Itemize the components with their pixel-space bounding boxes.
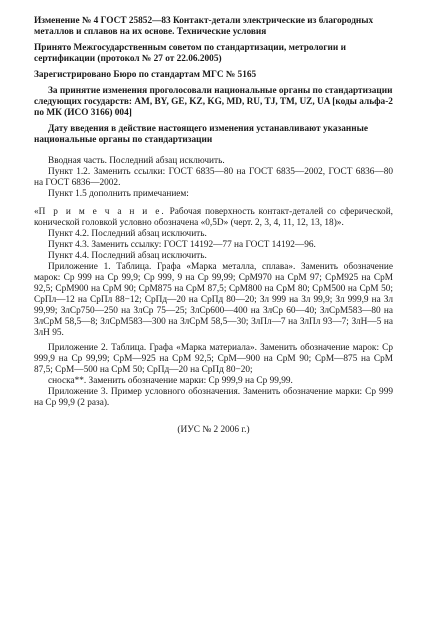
note-paragraph bbox=[34, 207, 393, 229]
note-open-quote: « bbox=[34, 207, 39, 217]
amendment-body bbox=[34, 156, 393, 409]
paragraph-1-5: Пункт 1.5 дополнить примечанием: bbox=[48, 189, 189, 199]
registration-statement: Зарегистрировано Бюро по стандартам МГС № 5165 bbox=[34, 70, 257, 80]
paragraph-footnote: сноска**. Заменить обозначение марки: Ср 999,9 на Ср 99,99. bbox=[48, 376, 293, 386]
effective-date-statement: Дату введения в действие настоящего изменения устанавливают указанные национальные органы по стандартизации bbox=[34, 124, 369, 145]
adoption-statement: Принято Межгосударственным советом по стандартизации, метрологии и сертификации (протокол № 27 от 22.06.2005) bbox=[34, 43, 346, 64]
paragraph-4-4: Пункт 4.4. Последний абзац исключить. bbox=[48, 251, 207, 261]
note-label: П р и м е ч а н и е. bbox=[38, 207, 166, 217]
paragraph-1-2: Пункт 1.2. Заменить ссылки: ГОСТ 6835—80 на ГОСТ 6835—2002, ГОСТ 6836—80 на ГОСТ 6836—2002. bbox=[34, 167, 393, 188]
paragraph-appendix-2: Приложение 2. Таблица. Графа «Марка материала». Заменить обозначение марок: Ср 999,9 на Ср 99,99; СрМ—925 на СрМ 92,5; СрМ—900 на СрМ 90; СрМ—875 на СрМ 87,5; СрМ—500 на СрМ 50; СрПд—20 на СрПд 80−20; bbox=[34, 343, 393, 375]
paragraph-4-2: Пункт 4.2. Последний абзац исключить. bbox=[48, 229, 207, 239]
voting-statement: За принятие изменения проголосовали национальные органы по стандартизации следующих государств: AM, BY, GE, KZ, KG, MD, RU, TJ, TM, UZ, UA [коды альфа-2 по МК (ИСО 3166) 004] bbox=[34, 86, 393, 118]
amendment-title: Изменение № 4 ГОСТ 25852—83 Контакт-детали электрические из благородных металлов и сплавов на их основе. Технические условия bbox=[34, 16, 374, 37]
paragraph-appendix-3: Приложение 3. Пример условного обозначения. Заменить обозначение марки: Ср 999 на Ср 99,9 (2 раза). bbox=[34, 387, 393, 408]
paragraph-intro: Вводная часть. Последний абзац исключить. bbox=[48, 156, 225, 166]
paragraph-4-3: Пункт 4.3. Заменить ссылку: ГОСТ 14192—77 на ГОСТ 14192—96. bbox=[48, 240, 316, 250]
source-reference: (ИУС № 2 2006 г.) bbox=[177, 425, 250, 435]
paragraph-appendix-1: Приложение 1. Таблица. Графа «Марка металла, сплава». Заменить обозначение марок: Ср 999 на Ср 99,9; Ср 999, 9 на Ср 99,99; СрМ970 на СрМ 97; СрМ925 на СрМ 92,5; СрМ900 на СрМ 90; СрМ875 на СрМ 87,5; СрМ800 на СрМ 80; СрМ500 на СрМ 50; СрПл—12 на СрПл 88−12; СрПд—20 на СрПд 80—20; Зл 999 на Зл 99,9; Зл 999,9 на Зл 99,99; ЗлСр750—250 на ЗлСр 75—25; ЗлСр600—400 на ЗлСр 60—40; ЗлСрМ583—80 на ЗлСрМ 58,5—8; ЗлСрМ583—300 на ЗлСрМ 58,5—30; ЗлПл—7 на ЗлПл 93—7; ЗлН—5 на ЗлН 95. bbox=[34, 262, 393, 338]
note-text: Рабочая поверхность контакт-деталей со сферической, конической головкой условно обозначена «0,5D» (черт. 2, 3, 4, 11, 12, 13, 18)». bbox=[34, 207, 394, 228]
